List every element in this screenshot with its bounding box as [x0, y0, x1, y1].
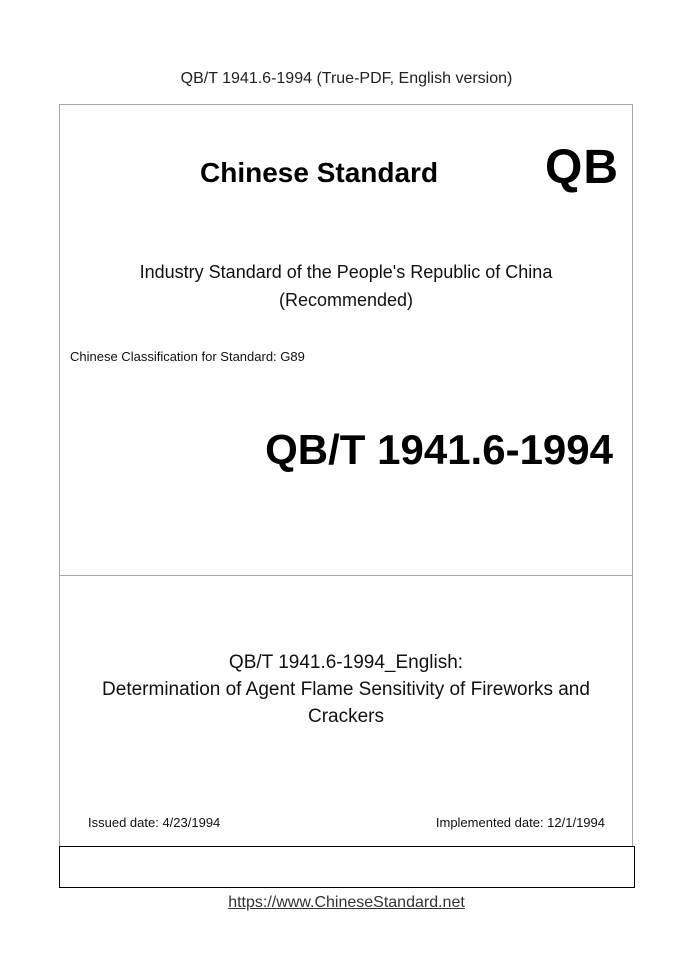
standard-mark: QB [545, 141, 619, 194]
industry-line-1: Industry Standard of the People's Republic of China [139, 262, 553, 282]
page-header-title: QB/T 1941.6-1994 (True-PDF, English version) [180, 70, 513, 87]
bottom-box [59, 846, 635, 888]
cover-frame [59, 104, 633, 887]
cover-heading: Chinese Standard [200, 157, 439, 188]
document-title-line-3: Crackers [307, 706, 384, 727]
document-title [59, 649, 633, 730]
classification-text: Chinese Classification for Standard: G89 [70, 349, 305, 364]
document-title-line-2: Determination of Agent Flame Sensitivity of Fireworks and [102, 679, 590, 700]
industry-statement [59, 258, 633, 314]
website-link[interactable]: https://www.ChineseStandard.net [228, 894, 465, 911]
standard-number: QB/T 1941.6-1994 [265, 426, 613, 473]
issued-date: Issued date: 4/23/1994 [88, 815, 221, 830]
section-divider [59, 575, 633, 576]
industry-line-2: (Recommended) [278, 290, 414, 310]
footer [0, 894, 693, 912]
document-title-line-1: QB/T 1941.6-1994_English: [228, 652, 464, 673]
implemented-date: Implemented date: 12/1/1994 [435, 815, 605, 830]
